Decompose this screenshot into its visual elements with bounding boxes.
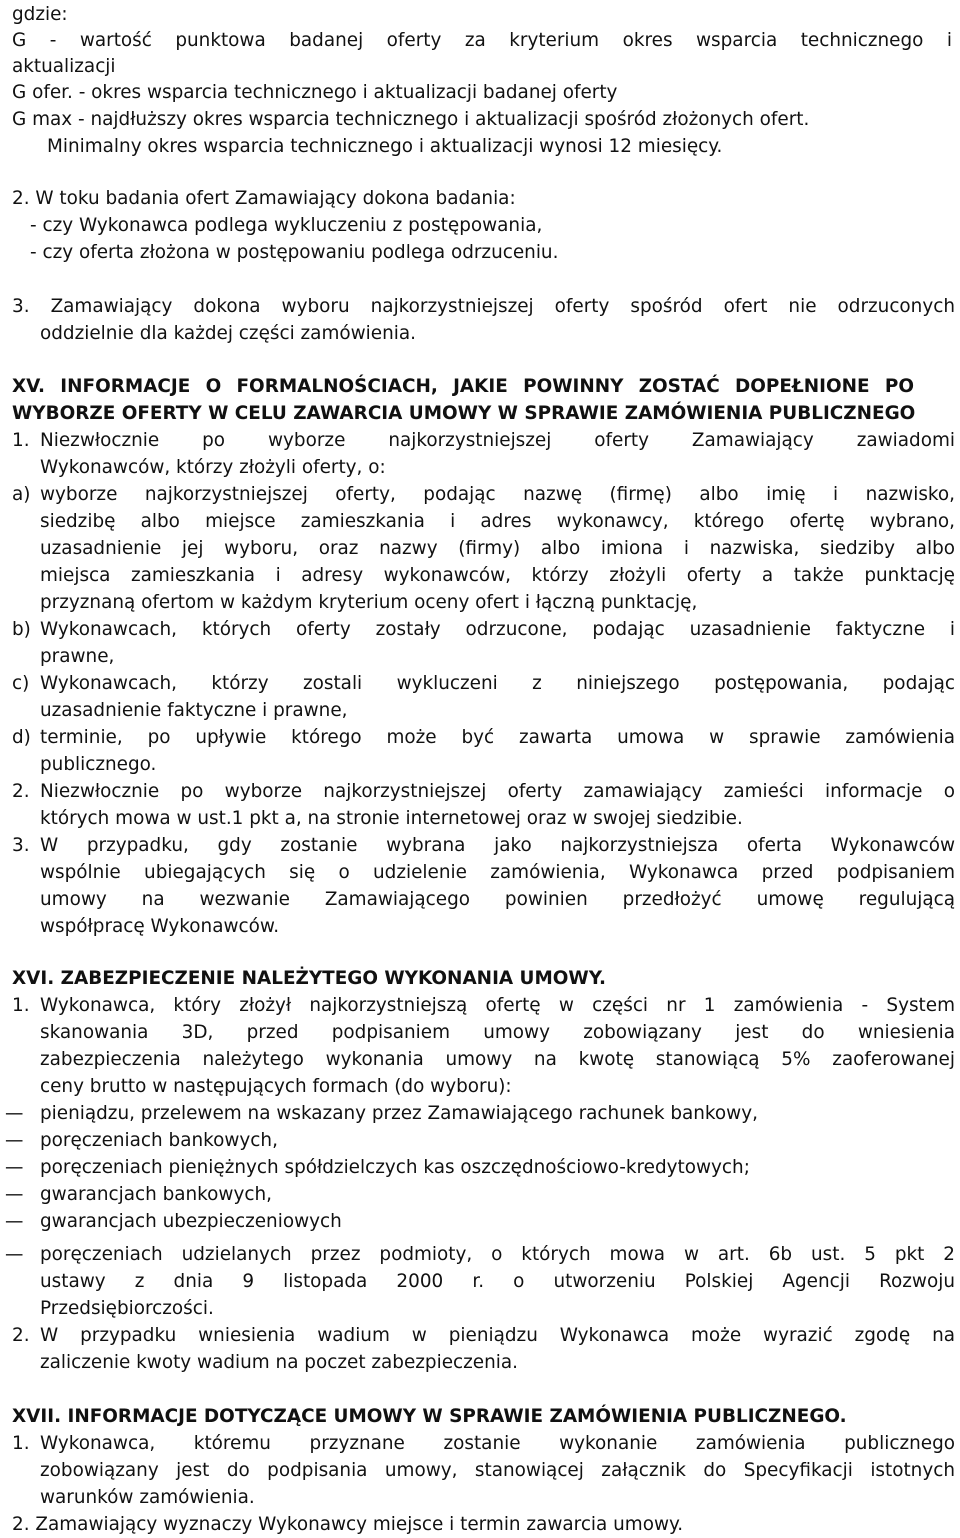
xv-item-2-number: 2. bbox=[12, 781, 30, 802]
section-xv-heading-line-2: WYBORZE OFERTY W CELU ZAWARCIA UMOWY W SPRAWIE ZAMÓWIENIA PUBLICZNEGO bbox=[12, 403, 916, 424]
xvi-item-1-line-1: Wykonawca, który złożył najkorzystniejszą ofertę w części nr 1 zamówienia - System bbox=[40, 995, 955, 1016]
xvi-item-1-line-3: zabezpieczenia należytego wykonania umowy na kwotę stanowiącą 5% zaoferowanej bbox=[40, 1049, 955, 1070]
xvii-item-1-line-1: Wykonawca, któremu przyznane zostanie wykonanie zamówienia publicznego bbox=[40, 1433, 955, 1454]
point-3-line-1: 3. Zamawiający dokona wyboru najkorzystniejszej oferty spośród ofert nie odrzuconych bbox=[12, 296, 955, 317]
xv-item-a-line-2: siedzibę albo miejsce zamieszkania i adres wykonawcy, którego ofertę wybrano, bbox=[40, 511, 955, 532]
form-dash-3: — bbox=[5, 1157, 24, 1178]
section-xvi-heading: XVI. ZABEZPIECZENIE NALEŻYTEGO WYKONANIA UMOWY. bbox=[12, 968, 606, 989]
xv-item-2-line-2: których mowa w ust.1 pkt a, na stronie internetowej oraz w swojej siedzibie. bbox=[40, 808, 743, 829]
xv-item-b-line-2: prawne, bbox=[40, 646, 115, 667]
xv-item-a-line-1: wyborze najkorzystniejszej oferty, podając nazwę (firmę) albo imię i nazwisko, bbox=[40, 484, 955, 505]
xv-item-b-line-1: Wykonawcach, których oferty zostały odrzucone, podając uzasadnienie faktyczne i bbox=[40, 619, 955, 640]
gmax-definition: G max - najdłuższy okres wsparcia technicznego i aktualizacji spośród złożonych ofert. bbox=[12, 109, 810, 130]
xvi-item-2-line-1: W przypadku wniesienia wadium w pieniądzu Wykonawca może wyrazić zgodę na bbox=[40, 1325, 955, 1346]
form-dash-5: — bbox=[5, 1211, 24, 1232]
form-item-2: poręczeniach bankowych, bbox=[40, 1130, 278, 1151]
xvi-item-2-line-2: zaliczenie kwoty wadium na poczet zabezpieczenia. bbox=[40, 1352, 518, 1373]
xv-item-a-label: a) bbox=[12, 484, 31, 505]
xv-item-b-label: b) bbox=[12, 619, 31, 640]
xv-item-c-line-2: uzasadnienie faktyczne i prawne, bbox=[40, 700, 348, 721]
xvii-item-2: 2. Zamawiający wyznaczy Wykonawcy miejsce i termin zawarcia umowy. bbox=[12, 1514, 684, 1535]
xvi-item-1-line-4: ceny brutto w następujących formach (do wyboru): bbox=[40, 1076, 512, 1097]
xv-item-3-line-1: W przypadku, gdy zostanie wybrana jako najkorzystniejsza oferta Wykonawców bbox=[40, 835, 955, 856]
xv-item-3-line-4: współpracę Wykonawców. bbox=[40, 916, 280, 937]
xvi-item-1-line-2: skanowania 3D, przed podpisaniem umowy zobowiązany jest do wniesienia bbox=[40, 1022, 955, 1043]
xv-item-d-line-2: publicznego. bbox=[40, 754, 157, 775]
minimum-period-note: Minimalny okres wsparcia technicznego i aktualizacji wynosi 12 miesięcy. bbox=[47, 136, 723, 157]
xvii-item-1-line-2: zobowiązany jest do podpisania umowy, stanowiącej załącznik do Specyfikacji istotnych bbox=[40, 1460, 955, 1481]
form-dash-2: — bbox=[5, 1130, 24, 1151]
xv-item-d-label: d) bbox=[12, 727, 31, 748]
xv-item-d-line-1: terminie, po upływie którego może być zawarta umowa w sprawie zamówienia bbox=[40, 727, 955, 748]
section-xvii-heading: XVII. INFORMACJE DOTYCZĄCE UMOWY W SPRAWIE ZAMÓWIENIA PUBLICZNEGO. bbox=[12, 1406, 847, 1427]
form-dash-4: — bbox=[5, 1184, 24, 1205]
xv-item-a-line-5: przyznaną ofertom w każdym kryterium oceny ofert i łączną punktację, bbox=[40, 592, 698, 613]
form-dash-6: — bbox=[5, 1244, 24, 1265]
form-dash-1: — bbox=[5, 1103, 24, 1124]
xv-item-1-number: 1. bbox=[12, 430, 30, 451]
xvii-item-1-line-3: warunków zamówienia. bbox=[40, 1487, 255, 1508]
xv-item-c-line-1: Wykonawcach, którzy zostali wykluczeni z niniejszego postępowania, podając bbox=[40, 673, 955, 694]
form-item-6-line-2: ustawy z dnia 9 listopada 2000 r. o utworzeniu Polskiej Agencji Rozwoju bbox=[40, 1271, 955, 1292]
xv-item-c-label: c) bbox=[12, 673, 30, 694]
xv-item-1-line-2: Wykonawców, którzy złożyli oferty, o: bbox=[40, 457, 386, 478]
form-item-1: pieniądzu, przelewem na wskazany przez Zamawiającego rachunek bankowy, bbox=[40, 1103, 758, 1124]
xv-item-3-line-2: wspólnie ubiegających się o udzielenie zamówienia, Wykonawca przed podpisaniem bbox=[40, 862, 955, 883]
form-item-6-line-1: poręczeniach udzielanych przez podmioty, o których mowa w art. 6b ust. 5 pkt 2 bbox=[40, 1244, 955, 1265]
xvi-item-1-number: 1. bbox=[12, 995, 30, 1016]
point-2-line-3: - czy oferta złożona w postępowaniu podlega odrzuceniu. bbox=[30, 242, 559, 263]
xv-item-3-line-3: umowy na wezwanie Zamawiającego powinien przedłożyć umowę regulującą bbox=[40, 889, 955, 910]
xv-item-2-line-1: Niezwłocznie po wyborze najkorzystniejszej oferty zamawiający zamieści informacje o bbox=[40, 781, 955, 802]
xv-item-3-number: 3. bbox=[12, 835, 30, 856]
gdzie-label: gdzie: bbox=[12, 4, 68, 25]
xv-item-a-line-4: miejsca zamieszkania i adresy wykonawców, którzy złożyli oferty a także punktację bbox=[40, 565, 955, 586]
form-item-4: gwarancjach bankowych, bbox=[40, 1184, 272, 1205]
xvii-item-1-number: 1. bbox=[12, 1433, 30, 1454]
gofer-definition: G ofer. - okres wsparcia technicznego i aktualizacji badanej oferty bbox=[12, 82, 618, 103]
g-definition-line-2: aktualizacji bbox=[12, 56, 116, 77]
point-2-line-1: 2. W toku badania ofert Zamawiający dokona badania: bbox=[12, 188, 516, 209]
point-2-line-2: - czy Wykonawca podlega wykluczeniu z postępowania, bbox=[30, 215, 543, 236]
xvi-item-2-number: 2. bbox=[12, 1325, 30, 1346]
section-xv-heading-line-1: XV. INFORMACJE O FORMALNOŚCIACH, JAKIE POWINNY ZOSTAĆ DOPEŁNIONE PO bbox=[12, 376, 914, 397]
form-item-5: gwarancjach ubezpieczeniowych bbox=[40, 1211, 342, 1232]
xv-item-1-line-1: Niezwłocznie po wyborze najkorzystniejszej oferty Zamawiający zawiadomi bbox=[40, 430, 955, 451]
xv-item-a-line-3: uzasadnienie jej wyboru, oraz nazwy (firmy) albo imiona i nazwiska, siedziby albo bbox=[40, 538, 955, 559]
form-item-3: poręczeniach pieniężnych spółdzielczych kas oszczędnościowo-kredytowych; bbox=[40, 1157, 750, 1178]
g-definition-line-1: G - wartość punktowa badanej oferty za kryterium okres wsparcia technicznego i bbox=[12, 30, 952, 51]
form-item-6-line-3: Przedsiębiorczości. bbox=[40, 1298, 214, 1319]
point-3-line-2: oddzielnie dla każdej części zamówienia. bbox=[40, 323, 416, 344]
